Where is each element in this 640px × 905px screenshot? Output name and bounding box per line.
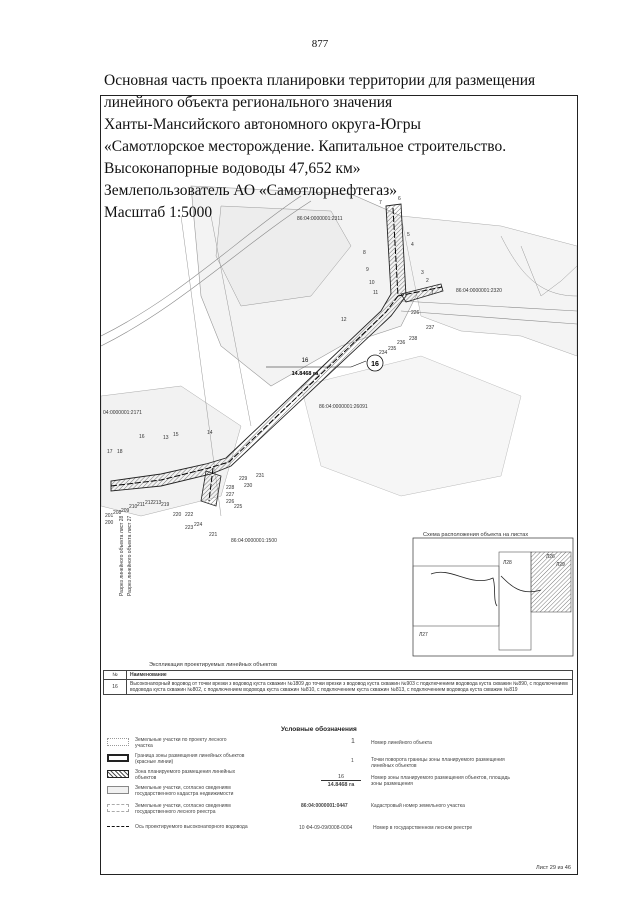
cadastral-label: 04:0000001:2171 [103, 410, 142, 416]
zone-number: 16 [301, 358, 309, 364]
point-number: 18 [117, 449, 123, 455]
document-title [104, 70, 574, 224]
point-number: 226 [411, 310, 420, 316]
point-number: 17 [107, 449, 113, 455]
legend-swatch-cadastre [107, 786, 129, 794]
legend-swatch-forest [107, 738, 129, 746]
cadastral-label: 86:04:0000001:1500 [231, 538, 277, 544]
legend-symbol-object: 1 [351, 738, 355, 745]
legend-swatch-forest-reg [107, 804, 129, 812]
point-number: 237 [426, 325, 435, 331]
cadastral-label: 86:04:0000001:26091 [319, 404, 368, 410]
section-label: Разрез линейного объекта лист 28 [119, 515, 125, 596]
sheet-number: Лист 29 из 46 [536, 865, 571, 871]
point-number: 6 [398, 196, 401, 202]
point-number: 201 [105, 513, 114, 519]
legend-swatch-axis [107, 826, 129, 827]
page-number: 877 [311, 38, 329, 50]
point-number: 13 [163, 435, 169, 441]
point-number: 226 [226, 499, 235, 505]
title-line: Основная часть проекта планировки территории для размещения [104, 72, 536, 89]
point-number: 213 [153, 500, 162, 506]
scale-line: Масштаб 1:5000 [104, 204, 213, 221]
legend-swatch-boundary [107, 754, 129, 762]
point-number: 225 [234, 504, 243, 510]
legend-item: Ось проектируемого высоконапорного водовода [135, 824, 248, 830]
point-number: 200 [105, 520, 114, 526]
point-number: 3 [421, 270, 424, 276]
explication-header-name: Наименование [127, 671, 573, 680]
legend-item: Номер линейного объекта [371, 740, 432, 746]
point-number: 212 [145, 500, 154, 506]
legend-item: Точки поворота границы зоны планируемого размещения линейных объектов [371, 757, 505, 769]
legend-symbol-point: 1 [351, 758, 354, 764]
parcel-area [301, 356, 521, 496]
legend-item: Номер в государственном лесном реестре [373, 825, 473, 831]
point-number: 222 [185, 512, 194, 518]
point-number: 11 [373, 290, 379, 296]
legend-title: Условные обозначения [281, 726, 357, 733]
point-number: 208 [113, 510, 122, 516]
explication-row-num: 16 [104, 680, 127, 695]
point-number: 1 [431, 290, 434, 296]
point-number: 228 [226, 485, 235, 491]
point-number: 229 [239, 476, 248, 482]
point-number: 211 [137, 502, 145, 508]
parcel-area [401, 216, 577, 356]
point-number: 230 [244, 483, 253, 489]
point-number: 231 [256, 473, 265, 479]
point-number: 2 [426, 278, 429, 284]
legend-symbol-cadastral: 86:04:0000001:0447 [301, 803, 348, 809]
legend-item: Зона планируемого размещения линейных объектов [135, 769, 236, 781]
point-number: 238 [409, 336, 418, 342]
legend-item: Номер зоны планируемого размещения объектов, площадь зоны размещения [371, 775, 511, 787]
legend-item: Граница зоны размещения линейных объектов (красные линии) [135, 753, 245, 765]
land-user-line: Землепользователь АО «Самотлорнефтегаз» [104, 182, 398, 199]
sheet-label: Л28 [503, 560, 512, 566]
point-number: 14 [207, 430, 213, 436]
legend-symbol-forest: 10 Ф4-09-09/0008-0004 [299, 825, 353, 831]
legend-symbol-zone-top: 16 [321, 774, 361, 781]
point-number: 227 [226, 492, 235, 498]
point-number: 4 [411, 242, 414, 248]
legend-area [101, 662, 577, 874]
point-number: 10 [369, 280, 375, 286]
sheet-label: Л26 [546, 554, 555, 560]
explication-header-num: № [104, 671, 127, 680]
point-number: 236 [397, 340, 406, 346]
legend-item: Кадастровый номер земельного участка [371, 803, 465, 809]
sheet-label: Л27 [419, 632, 428, 638]
legend-item: Земельные участки, согласно сведениям государственного лесного реестра [135, 803, 231, 815]
point-number: 219 [161, 502, 170, 508]
point-number: 9 [366, 267, 369, 273]
cadastral-label: 86:04:0000001:2320 [456, 288, 502, 294]
object-number: 16 [371, 361, 379, 368]
point-number: 5 [407, 232, 410, 238]
point-number: 7 [379, 200, 382, 206]
point-number: 220 [173, 512, 182, 518]
legend-symbol-zone-bottom: 14.8468 га [327, 782, 355, 788]
point-number: 15 [173, 432, 179, 438]
point-number: 223 [185, 525, 194, 531]
cadastral-label: 86:04:0000001:2311 [297, 216, 343, 222]
legend-swatch-zone [107, 770, 129, 778]
point-number: 210 [129, 504, 138, 510]
sheet-box-l29 [531, 552, 571, 612]
explication-row-text: Высоконапорный водовод от точки врезки з водовод куста скважин №1809 до точки врезки з водовод куста скважин №903 с подключением водовода куста скважин №890, с подключением водовода куста скважин №802, с подключением водовода куста скважин №810, с подключением куста скважин №813, с подключением водовода куста скважин №819 [127, 680, 573, 695]
zone-leader [351, 361, 366, 367]
explication-table [103, 670, 573, 695]
legend-item: Земельные участки, согласно сведениям государственного кадастра недвижимости [135, 785, 234, 797]
title-line: Высоконапорные водоводы 47,652 км» [104, 160, 361, 177]
inset-title: Схема расположения объекта на листах [423, 532, 529, 538]
legend-item: Земельные участки по проекту лесного участка [135, 737, 227, 749]
section-label: Разрез линейного объекта лист 27 [127, 515, 133, 596]
point-number: 234 [379, 350, 388, 356]
point-number: 12 [341, 317, 347, 323]
title-line: линейного объекта регионального значения [104, 94, 393, 111]
point-number: 221 [209, 532, 218, 538]
point-number: 8 [363, 250, 366, 256]
point-number: 209 [121, 508, 130, 514]
zone-area: 14.8468 га [291, 371, 319, 377]
title-line: «Самотлорское месторождение. Капитальное строительство. [104, 138, 507, 155]
point-number: 235 [388, 346, 397, 352]
point-number: 16 [139, 434, 145, 440]
sheet-label: Л29 [556, 562, 565, 568]
point-number: 224 [194, 522, 203, 528]
explication-title: Экспликация проектируемых линейных объектов [149, 662, 278, 668]
title-line: Ханты-Мансийского автономного округа-Югры [104, 116, 421, 133]
